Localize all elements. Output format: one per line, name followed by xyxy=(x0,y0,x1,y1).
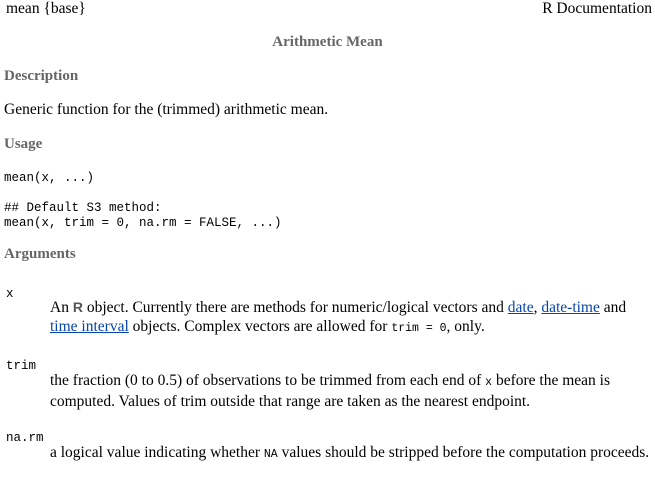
arg-x-text-4: objects. Complex vectors are allowed for xyxy=(128,318,392,335)
arg-x-text-5: , only. xyxy=(446,318,485,335)
arg-x-text-1: An xyxy=(50,299,73,316)
description-heading: Description xyxy=(4,68,79,84)
help-topic-package: mean {base} xyxy=(6,0,86,17)
arg-x-text-2: object. Currently there are methods for numeric/logical vectors and xyxy=(82,299,508,316)
usage-heading: Usage xyxy=(4,136,43,152)
r-logo: R xyxy=(72,299,83,315)
link-date[interactable]: date xyxy=(507,299,534,316)
usage-code-line-3: mean(x, trim = 0, na.rm = FALSE, ...) xyxy=(4,216,282,230)
arg-trim-text-1: the fraction (0 to 0.5) of observations to be trimmed from each end of xyxy=(50,372,486,389)
arguments-heading: Arguments xyxy=(4,246,76,262)
code-x: x xyxy=(485,376,493,389)
arg-trim-text-2: before the mean is computed. Values of trim outside that range are taken as the nearest endpoint. xyxy=(50,372,611,410)
code-na: NA xyxy=(263,448,278,461)
arg-narm-text-1: a logical value indicating whether xyxy=(50,444,264,461)
usage-code-line-1: mean(x, ...) xyxy=(4,171,95,185)
arg-x-sep: , xyxy=(533,299,542,316)
arg-desc-x xyxy=(50,298,650,338)
arg-narm-text-2: values should be stripped before the computation proceeds. xyxy=(277,444,650,461)
arg-name-trim: trim xyxy=(6,359,37,373)
r-documentation-label: R Documentation xyxy=(542,0,652,17)
arg-x-text-3: and xyxy=(599,299,627,316)
description-text: Generic function for the (trimmed) arithmetic mean. xyxy=(4,101,329,118)
arg-desc-na-rm xyxy=(50,443,650,464)
link-time-interval[interactable]: time interval xyxy=(50,318,129,335)
arg-desc-trim xyxy=(50,371,650,411)
code-trim-zero: trim = 0 xyxy=(391,322,447,335)
arg-name-x: x xyxy=(6,287,14,301)
usage-code-line-2: ## Default S3 method: xyxy=(4,201,162,215)
link-date-time[interactable]: date-time xyxy=(541,299,600,316)
page-title: Arithmetic Mean xyxy=(272,34,383,50)
arg-name-na-rm: na.rm xyxy=(6,431,44,445)
